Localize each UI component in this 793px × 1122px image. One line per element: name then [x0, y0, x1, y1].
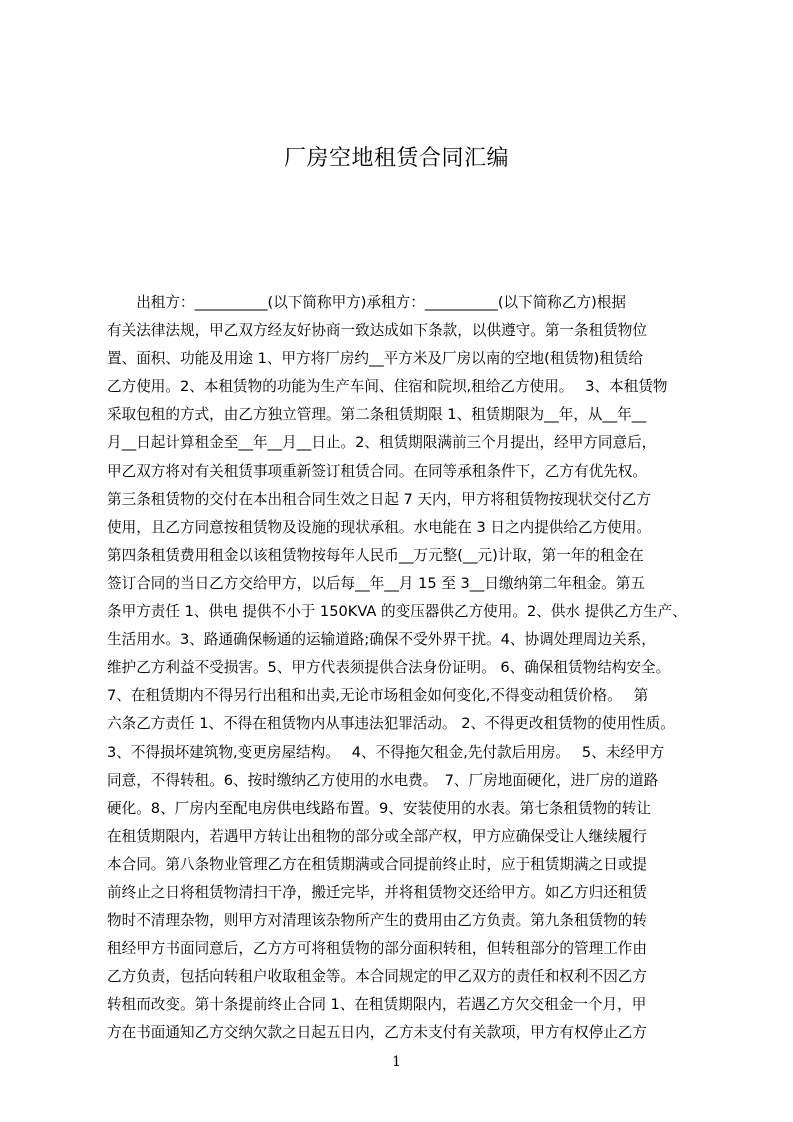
body-line: 有关法律法规，甲乙双方经友好协商一致达成如下条款，以供遵守。第一条租赁物位: [107, 322, 647, 340]
body-line: 采取包租的方式，由乙方独立管理。第二条租赁期限 1、租赁期限为__年，从__年__: [107, 406, 647, 424]
body-line: 方在书面通知乙方交纳欠款之日起五日内，乙方未支付有关款项，甲方有权停止乙方: [107, 1024, 647, 1042]
body-line: 第四条租赁费用租金以该租赁物按每年人民币__万元整(__元)计取，第一年的租金在: [107, 546, 644, 564]
body-line: 租经甲方书面同意后，乙方方可将租赁物的部分面积转租，但转租部分的管理工作由: [107, 940, 647, 958]
body-line: 物时不清理杂物，则甲方对清理该杂物所产生的费用由乙方负责。第九条租赁物的转: [107, 912, 647, 930]
body-line: 第三条租赁物的交付在本出租合同生效之日起 7 天内，甲方将租赁物按现状交付乙方: [107, 490, 651, 508]
body-line: 置、面积、功能及用途 1、甲方将厂房约__平方米及厂房以南的空地(租赁物)租赁给: [107, 350, 644, 368]
body-line: 生活用水。3、路通确保畅通的运输道路;确保不受外界干扰。4、协调处理周边关系，: [107, 631, 656, 649]
document-body: [107, 289, 699, 1042]
body-line: 乙方使用。2、本租赁物的功能为生产车间、住宿和院坝,租给乙方使用。 3、本租赁物: [107, 378, 668, 396]
body-line: 使用，且乙方同意按租赁物及设施的现状承租。水电能在 3 日之内提供给乙方使用。: [107, 518, 651, 536]
body-line: 乙方负责，包括向转租户收取租金等。本合同规定的甲乙双方的责任和权利不因乙方: [107, 968, 647, 986]
body-line: 转租而改变。第十条提前终止合同 1、在租赁期限内，若遇乙方欠交租金一个月，甲: [107, 996, 647, 1014]
body-line: 六条乙方责任 1、不得在租赁物内从事违法犯罪活动。 2、不得更改租赁物的使用性质。: [107, 715, 675, 733]
body-line: 签订合同的当日乙方交给甲方，以后每__年__月 15 至 3__日缴纳第二年租金。第五: [107, 574, 645, 592]
body-line: 月__日起计算租金至__年__月__日止。2、租赁期限满前三个月提出，经甲方同意后，: [107, 434, 657, 452]
body-line: 7、在租赁期内不得另行出租和出卖,无论市场租金如何变化,不得变动租赁价格。 第: [107, 687, 649, 705]
body-line: 3、不得损坏建筑物,变更房屋结构。 4、不得拖欠租金,先付款后用房。 5、未经甲方: [107, 743, 665, 761]
page-number: 1: [392, 1054, 401, 1070]
body-line: 前终止之日将租赁物清扫干净，搬迁完毕，并将租赁物交还给甲方。如乙方归还租赁: [107, 883, 647, 901]
body-line: 在租赁期限内，若遇甲方转让出租物的部分或全部产权，甲方应确保受让人继续履行: [107, 827, 647, 845]
body-line: 条甲方责任 1、供电 提供不小于 150KVA 的变压器供乙方使用。2、供水 提供乙方生产、: [107, 603, 687, 621]
body-line: 出租方：__________(以下简称甲方)承租方：__________(以下简称乙方)根据: [107, 294, 626, 311]
body-line: 本合同。第八条物业管理乙方在租赁期满或合同提前终止时，应于租赁期满之日或提: [107, 855, 647, 873]
body-line: 甲乙双方将对有关租赁事项重新签订租赁合同。在同等承租条件下，乙方有优先权。: [107, 462, 647, 480]
body-line: 硬化。8、厂房内至配电房供电线路布置。9、安装使用的水表。第七条租赁物的转让: [107, 799, 651, 817]
body-line: 维护乙方利益不受损害。5、甲方代表须提供合法身份证明。 6、确保租赁物结构安全。: [107, 659, 671, 677]
document-title: 厂房空地租赁合同汇编: [283, 146, 509, 171]
body-line: 同意，不得转租。6、按时缴纳乙方使用的水电费。 7、厂房地面硬化，进厂房的道路: [107, 771, 659, 789]
